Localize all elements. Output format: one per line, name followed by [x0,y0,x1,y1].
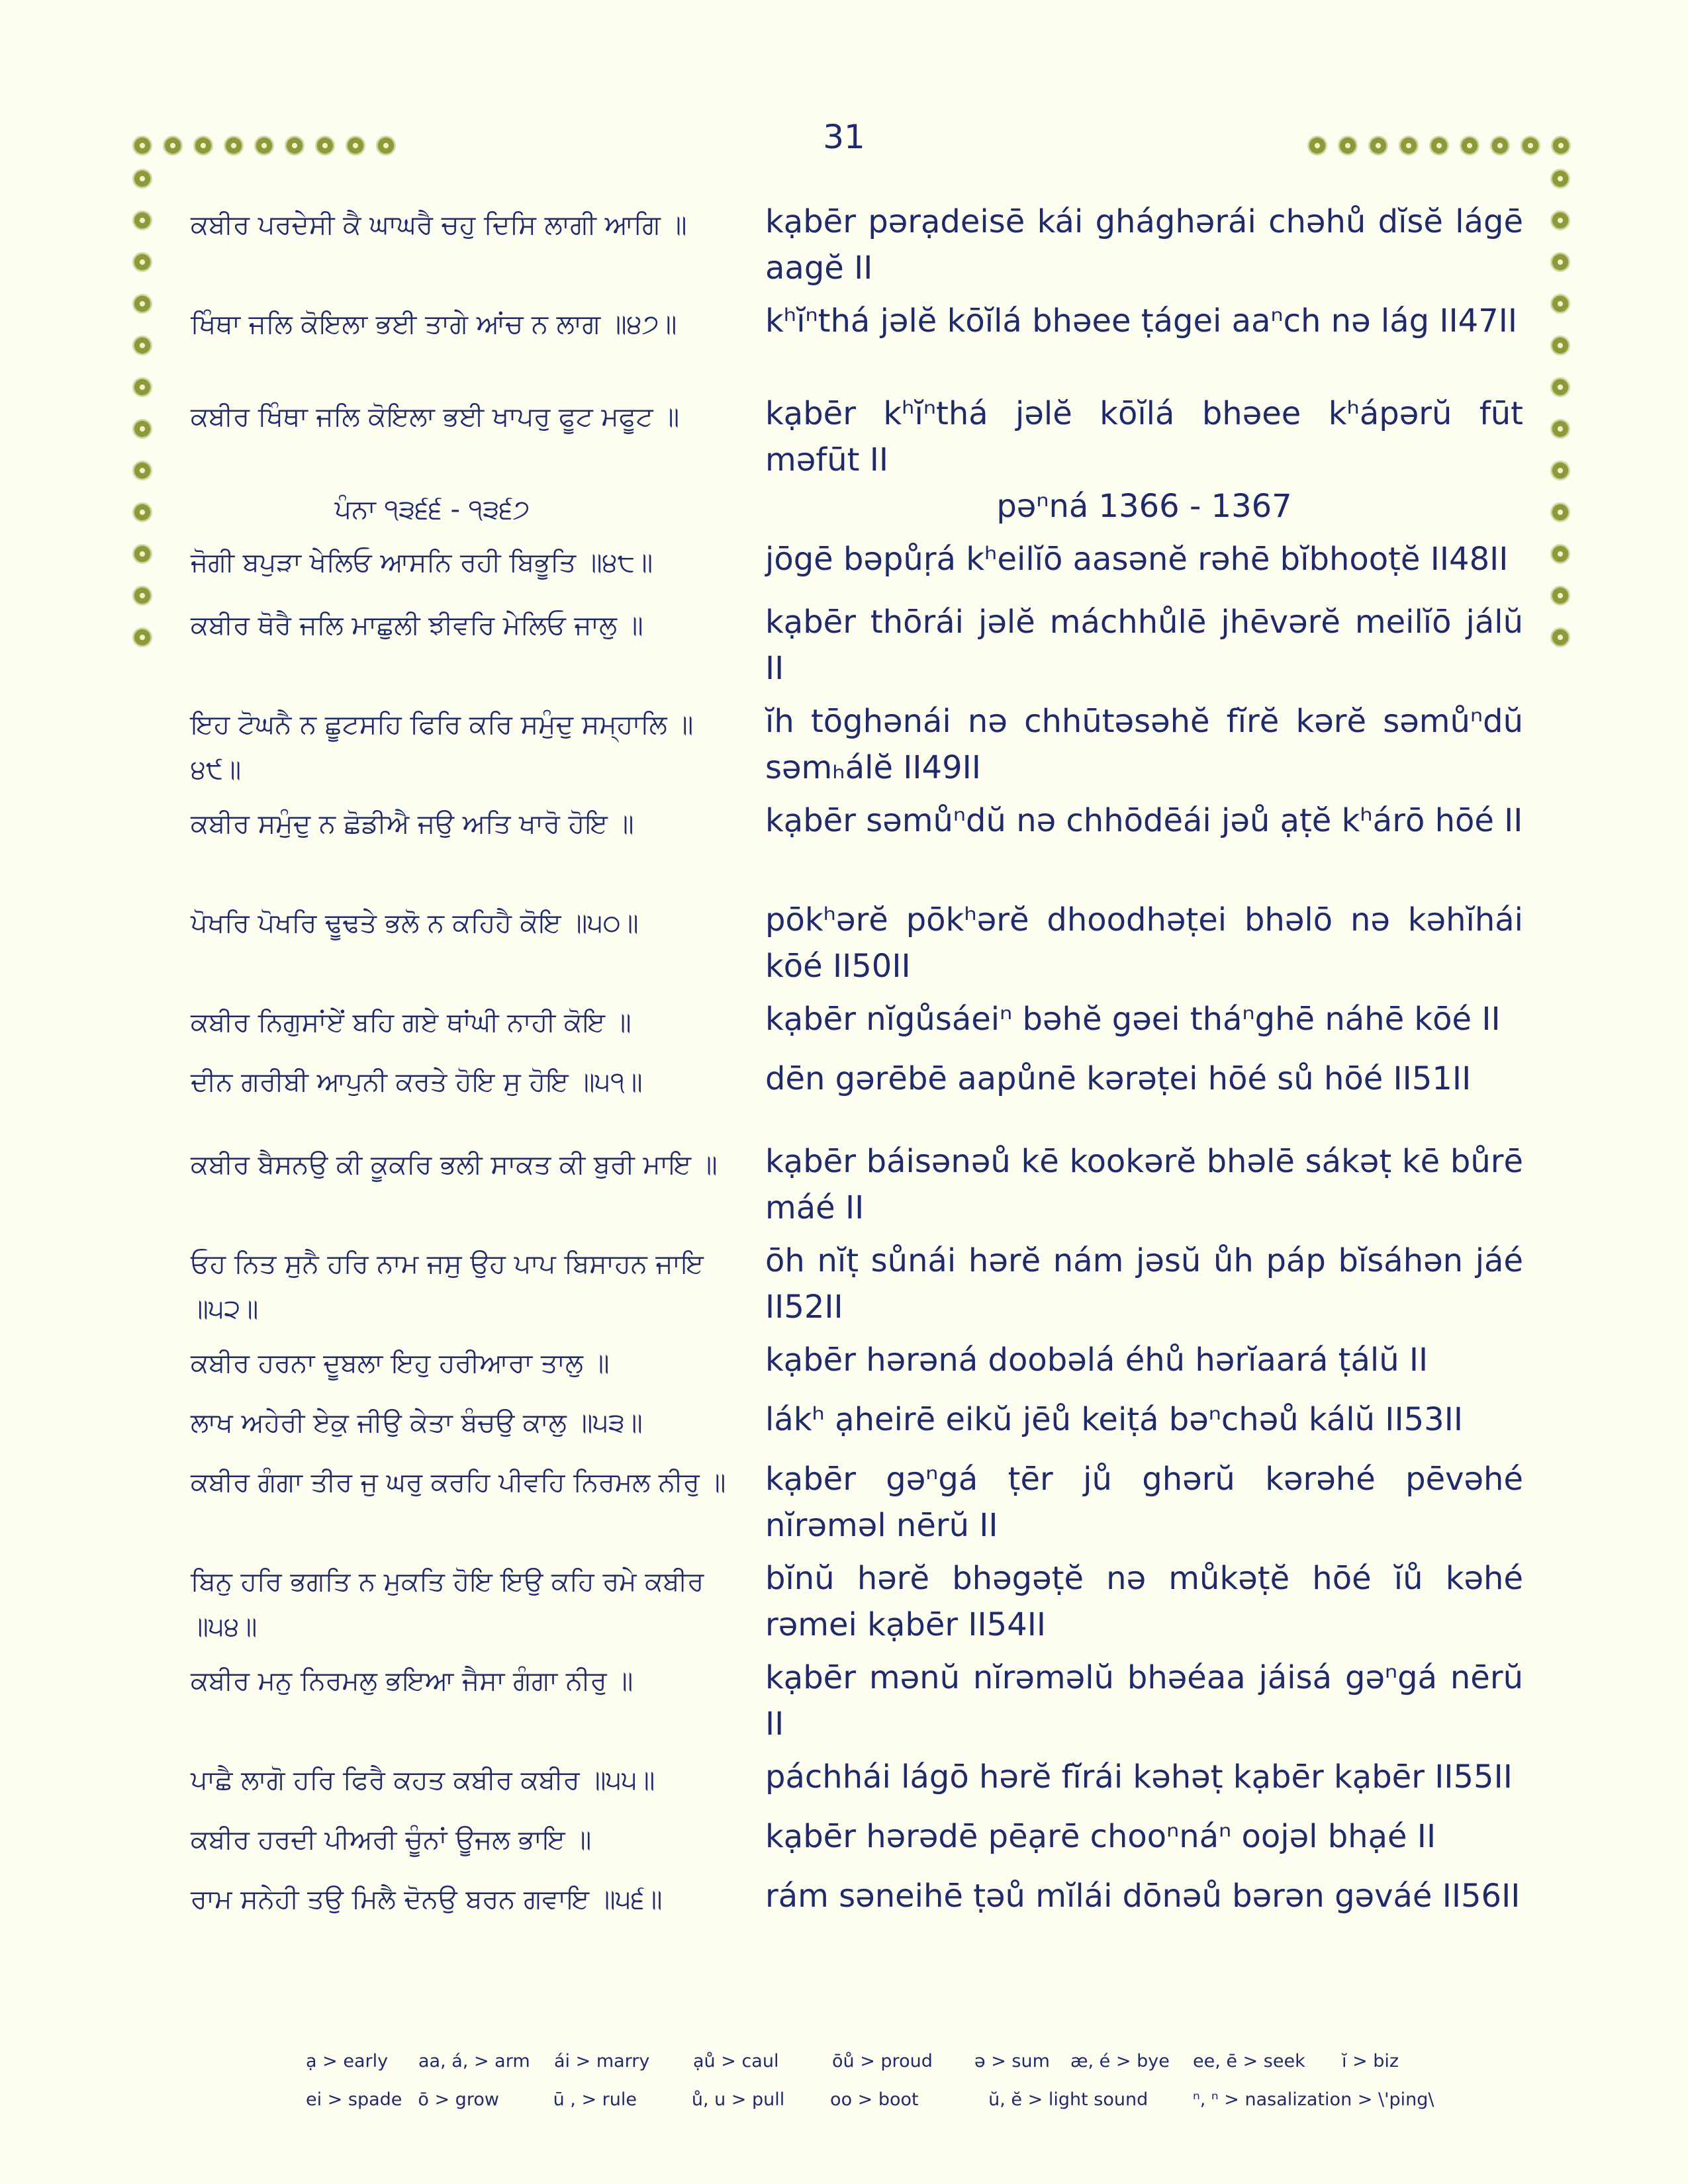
verse-row [191,897,1521,996]
flower-ornament-icon [132,210,152,230]
flower-ornament-icon [1550,336,1570,355]
transliteration-line: kạbēr hərəná doobəlá éhů hərĭaará ṭálŭ II [765,1342,1429,1379]
flower-ornament-icon [1550,627,1570,647]
flower-ornament-icon [1550,252,1570,272]
transliteration-line: pōkʰərĕ pōkʰərĕ dhoodhəṭei bhəlō nə kəhĭhái kōé II50II [765,901,1523,985]
flower-ornament-icon [132,461,152,480]
flower-ornament-icon [224,136,244,156]
legend-item: ei > spade [306,2089,402,2110]
transliteration-line: ōh nĭṭ sůnái hərĕ nám jəsŭ ůh páp bĭsáhən jáé II52II [765,1242,1523,1326]
transliteration-line: kạbēr thōrái jəlĕ máchhůlē jhēvərĕ meilĭō jálŭ II [765,604,1523,687]
transliteration-line: kạbēr nĭgůsáeiⁿ bəhĕ gəei tháⁿghē náhē kōé II [765,1001,1501,1038]
page-range-heading [191,483,1521,536]
gurmukhi-line: ਲਾਖ ਅਹੇਰੀ ਏਕੁ ਜੀਉ ਕੇਤਾ ਬੰਚਉ ਕਾਲੁ ॥੫੩॥ [191,1408,643,1438]
legend-item: ái > marry [554,2050,650,2071]
gurmukhi-line: ਕਬੀਰ ਹਰਨਾ ਦੂਬਲਾ ਇਹੁ ਹਰੀਆਰਾ ਤਾਲੁ ॥ [191,1348,610,1379]
transliteration-page-range: pəⁿná 1366 - 1367 [996,488,1292,525]
verse-row [191,1456,1521,1555]
legend-item: ạů > caul [693,2050,779,2071]
gurmukhi-line: ਕਬੀਰ ਖਿੰਥਾ ਜਲਿ ਕੋਇਲਾ ਭਈ ਖਾਪਰੁ ਫੂਟ ਮਫੂਟ ॥ [191,402,680,432]
gurmukhi-line: ਪਾਛੈ ਲਾਗੋ ਹਰਿ ਫਿਰੈ ਕਹਤ ਕਬੀਰ ਕਬੀਰ ॥੫੫॥ [191,1765,655,1796]
flower-ornament-icon [193,136,213,156]
legend-row-2 [306,2080,1434,2118]
flower-ornament-icon [1550,502,1570,522]
flower-ornament-icon [132,627,152,647]
legend-item: ee, ē > seek [1193,2050,1305,2071]
verse-row [191,1555,1521,1655]
gurmukhi-line: ਕਬੀਰ ਥੋਰੈ ਜਲਿ ਮਾਛੁਲੀ ਝੀਵਰਿ ਮੇਲਿਓ ਜਾਲੁ ॥ [191,610,643,641]
flower-ornament-icon [1429,136,1449,156]
verse-row [191,298,1521,390]
flower-ornament-icon [132,136,152,156]
gurmukhi-line: ਪੋਖਰਿ ਪੋਖਰਿ ਢੂਢਤੇ ਭਲੋ ਨ ਕਹਿਹੈ ਕੋਇ ॥੫੦॥ [191,908,639,938]
transliteration-line: kʰĭⁿthá jəlĕ kōĭlá bhəee ṭágei aaⁿch nə lág II47II [765,302,1518,340]
flower-ornament-icon [132,544,152,564]
verse-row [191,536,1521,599]
flower-ornament-icon [1550,377,1570,397]
gurmukhi-line: ਜੋਗੀ ਬਪੁੜਾ ਖੇਲਿਓ ਆਸਨਿ ਰਹੀ ਬਿਭੂਤਿ ॥੪੮॥ [191,547,653,578]
gurmukhi-line: ਕਬੀਰ ਮਨੁ ਨਿਰਮਲੁ ਭਇਆ ਜੈਸਾ ਗੰਗਾ ਨੀਰੁ ॥ [191,1666,633,1696]
flower-ornament-icon [132,419,152,439]
flower-ornament-icon [132,377,152,397]
transliteration-line: rám səneihē ṭəů mĭlái dōnəů bərən gəváé II56II [765,1878,1521,1915]
flower-ornament-icon [1551,136,1571,156]
transliteration-line: dēn gərēbē aapůnē kərəṭei hōé sů hōé II51II [765,1060,1472,1097]
flower-ornament-icon [1490,136,1510,156]
gurmukhi-line: ਖਿੰਥਾ ਜਲਿ ਕੋਇਲਾ ਭਈ ਤਾਗੇ ਆਂਚ ਨ ਲਾਗ ॥੪੭॥ [191,309,677,340]
legend-item: ū , > rule [553,2089,637,2110]
verse-row [191,698,1521,797]
transliteration-line: kạbēr gəⁿgá ṭēr jů ghərŭ kərəhé pēvəhé nĭrəməl nērŭ II [765,1461,1523,1544]
flower-ornament-icon [1550,544,1570,564]
transliteration-line: kạbēr pərạdeisē kái ghághərái chəhů dĭsĕ lágē aagĕ II [765,203,1523,287]
transliteration-line: lákʰ ạheirē eikŭ jēů keiṭá bəⁿchəů kálŭ II53II [765,1401,1464,1438]
legend-item: ů, u > pull [691,2089,785,2110]
flower-ornament-icon [346,136,365,156]
flower-ornament-icon [132,586,152,606]
verse-row [191,1056,1521,1138]
verse-row [191,390,1521,483]
transliteration-line: kạbēr səmůⁿdŭ nə chhōdēái jəů ạṭĕ kʰárō hōé II [765,802,1523,839]
gurmukhi-line: ਇਹ ਟੋਘਨੈ ਨ ਛੂਟਸਹਿ ਫਿਰਿ ਕਰਿ ਸਮੁੰਦੁ ਸਮ੍ਹਾਲਿ ॥੪੯॥ [191,709,694,785]
flower-ornament-icon [1368,136,1388,156]
verse-row [191,1396,1521,1456]
flower-ornament-icon [1550,169,1570,189]
transliteration-line: jōgē bəpůṛá kʰeilĭō aasənĕ rəhē bĭbhooṭĕ II48II [765,541,1509,578]
verse-row [191,1138,1521,1238]
legend-item: ⁿ, ⁿ > nasalization > \'ping\ [1193,2089,1434,2110]
pronunciation-legend [306,2042,1434,2118]
flower-ornament-icon [132,502,152,522]
verse-row [191,1754,1521,1813]
verse-row [191,1813,1521,1873]
legend-item: ạ > early [306,2050,389,2071]
legend-item: oo > boot [830,2089,919,2110]
verse-table [191,199,1521,1972]
legend-item: ə > sum [974,2050,1050,2071]
legend-item: ōů > proud [832,2050,933,2071]
flower-ornament-icon [163,136,183,156]
flower-ornament-icon [132,169,152,189]
verse-row [191,1337,1521,1396]
flower-ornament-icon [132,336,152,355]
transliteration-line: kạbēr kʰĭⁿthá jəlĕ kōĭlá bhəee kʰápərŭ fūt məfūt II [765,395,1523,478]
legend-item: ŭ, ĕ > light sound [988,2089,1149,2110]
flower-ornament-icon [285,136,305,156]
flower-ornament-icon [1460,136,1479,156]
transliteration-line: kạbēr báisənəů kē kookərĕ bhəlē sákəṭ kē bůrē máé II [765,1143,1523,1226]
verse-row [191,1655,1521,1754]
verse-row [191,996,1521,1056]
transliteration-line: ĭh tōghənái nə chhūtəsəhĕ fĭrĕ kərĕ səmůⁿdŭ səmₕálĕ II49II [765,703,1523,786]
flower-ornament-icon [254,136,274,156]
gurmukhi-line: ਕਬੀਰ ਹਰਦੀ ਪੀਅਰੀ ਚੂੰਨਾਂ ਊਜਲ ਭਾਇ ॥ [191,1825,592,1855]
verse-row [191,199,1521,298]
legend-item: ō > grow [418,2089,499,2110]
gurmukhi-line: ਰਾਮ ਸਨੇਹੀ ਤਉ ਮਿਲੈ ਦੋਨਉ ਬਰਨ ਗਵਾਇ ॥੫੬॥ [191,1884,663,1915]
verse-row [191,797,1521,897]
legend-row-1 [306,2042,1431,2080]
verse-row [191,599,1521,698]
flower-ornament-icon [376,136,396,156]
transliteration-line: bĭnŭ hərĕ bhəgəṭĕ nə můkəṭĕ hōé ĭů kəhé rəmei kạbēr II54II [765,1560,1523,1643]
ornament-top-right [1307,136,1577,165]
legend-item: æ, é > bye [1070,2050,1170,2071]
gurmukhi-line: ਕਬੀਰ ਗੰਗਾ ਤੀਰ ਜੁ ਘਰੁ ਕਰਹਿ ਪੀਵਹਿ ਨਿਰਮਲ ਨੀਰੁ ॥ [191,1467,726,1498]
ornament-right-column [1550,169,1570,669]
legend-item: ĭ > biz [1342,2050,1399,2071]
gurmukhi-line: ਕਬੀਰ ਪਰਦੇਸੀ ਕੈ ਘਾਘਰੈ ਚਹੁ ਦਿਸਿ ਲਾਗੀ ਆਗਿ ॥ [191,210,687,240]
flower-ornament-icon [1550,294,1570,314]
flower-ornament-icon [1550,419,1570,439]
gurmukhi-line: ਦੀਨ ਗਰੀਬੀ ਆਪੁਨੀ ਕਰਤੇ ਹੋਇ ਸੁ ਹੋਇ ॥੫੧॥ [191,1067,643,1097]
flower-ornament-icon [1550,461,1570,480]
flower-ornament-icon [1521,136,1540,156]
ornament-top-left [132,136,402,165]
gurmukhi-line: ਕਬੀਰ ਸਮੁੰਦੁ ਨ ਛੋਡੀਐ ਜਉ ਅਤਿ ਖਾਰੋ ਹੋਇ ॥ [191,809,634,839]
legend-item: aa, á, > arm [418,2050,530,2071]
ornament-left-column [132,169,152,669]
gurmukhi-line: ਬਿਨੁ ਹਰਿ ਭਗਤਿ ਨ ਮੁਕਤਿ ਹੋਇ ਇਉ ਕਹਿ ਰਮੇ ਕਬੀਰ ॥੫੪॥ [191,1567,704,1642]
gurmukhi-line: ਓਹ ਨਿਤ ਸੁਨੈ ਹਰਿ ਨਾਮ ਜਸੁ ਉਹ ਪਾਪ ਬਿਸਾਹਨ ਜਾਇ ॥੫੨॥ [191,1249,704,1324]
page-number: 31 [823,118,865,156]
transliteration-line: páchhái lágō hərĕ fĭrái kəhəṭ kạbēr kạbēr II55II [765,1758,1513,1796]
flower-ornament-icon [1338,136,1358,156]
verse-row [191,1873,1521,1972]
flower-ornament-icon [1550,586,1570,606]
flower-ornament-icon [132,252,152,272]
transliteration-line: kạbēr hərədē pēạrē chooⁿnáⁿ oojəl bhạé II [765,1818,1436,1855]
gurmukhi-page-range: ਪੰਨਾ ੧੩੬੬ - ੧੩੬੭ [334,494,530,525]
flower-ornament-icon [132,294,152,314]
gurmukhi-line: ਕਬੀਰ ਬੈਸਨਉ ਕੀ ਕੂਕਰਿ ਭਲੀ ਸਾਕਤ ਕੀ ਬੁਰੀ ਮਾਇ ॥ [191,1150,718,1180]
verse-row [191,1238,1521,1337]
transliteration-line: kạbēr mənŭ nĭrəməlŭ bhəéaa jáisá gəⁿgá nērŭ II [765,1659,1523,1743]
flower-ornament-icon [1307,136,1327,156]
flower-ornament-icon [1399,136,1419,156]
gurmukhi-line: ਕਬੀਰ ਨਿਗੁਸਾਂਏਂ ਬਹਿ ਗਏ ਥਾਂਘੀ ਨਾਹੀ ਕੋਇ ॥ [191,1007,632,1038]
flower-ornament-icon [1550,210,1570,230]
flower-ornament-icon [315,136,335,156]
